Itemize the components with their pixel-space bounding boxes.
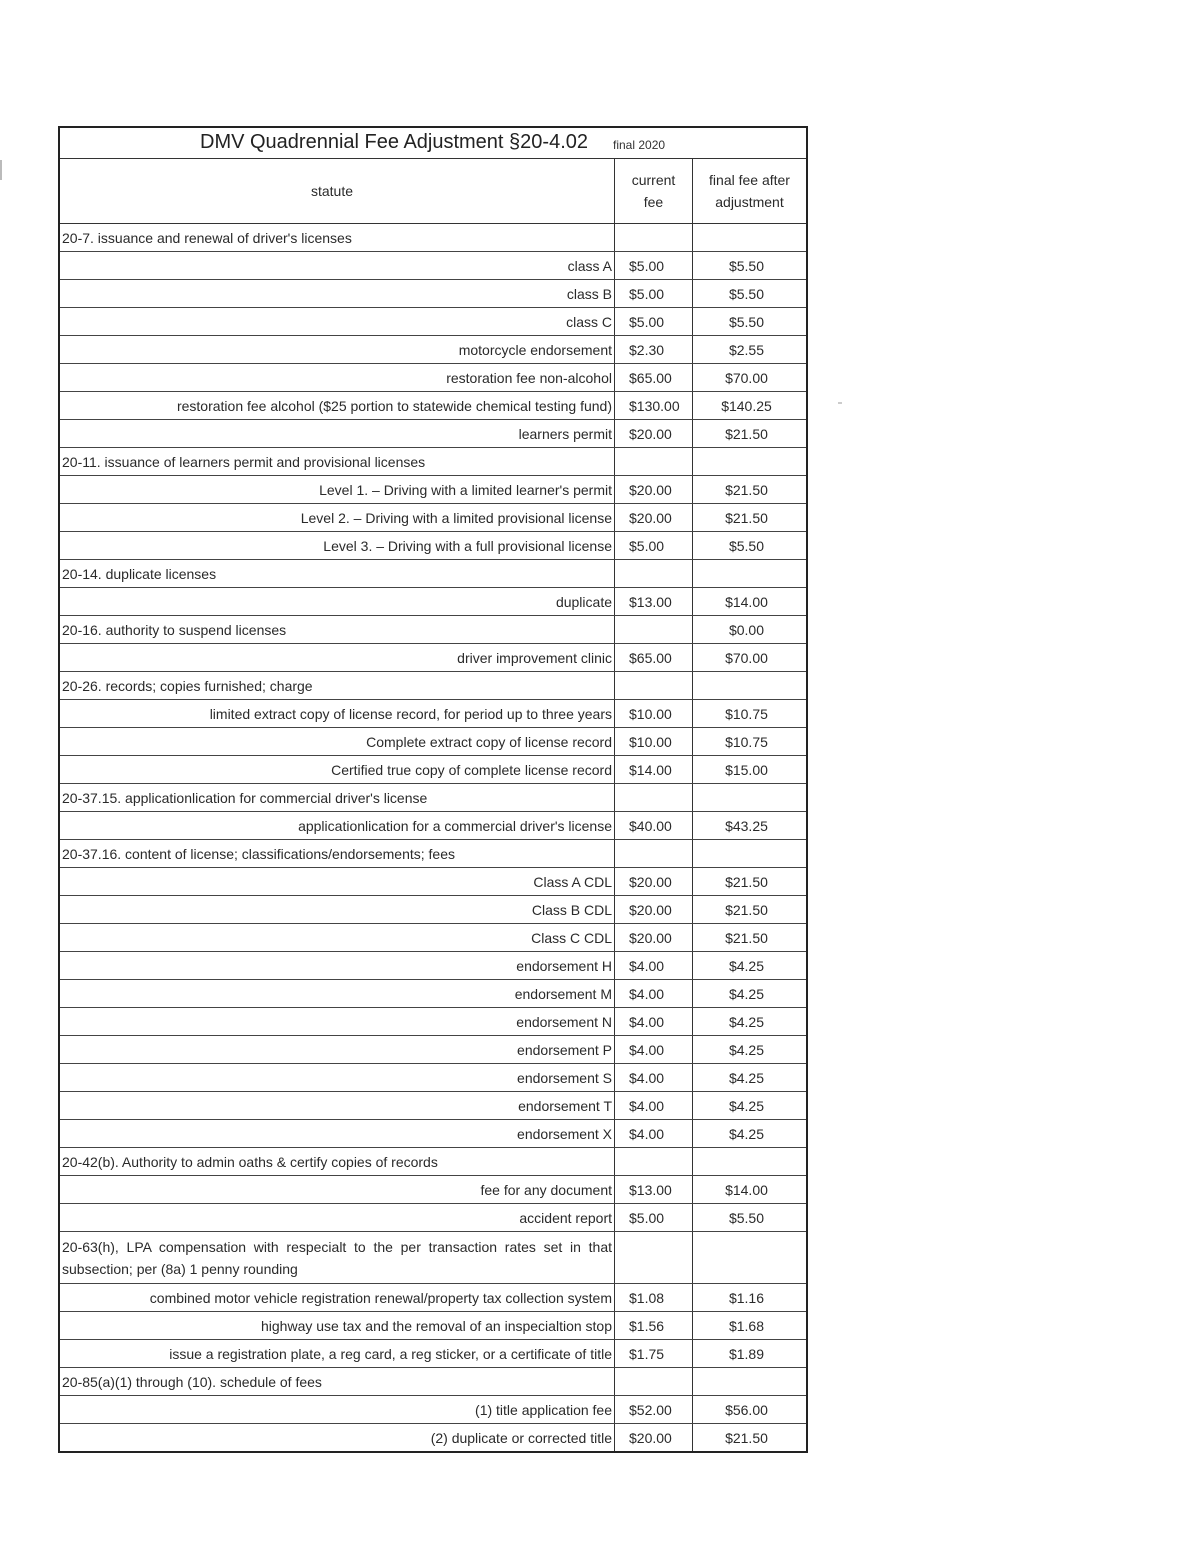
table-row: [60, 980, 806, 1008]
final-fee-cell: [693, 448, 806, 475]
final-fee-cell: $14.00: [725, 593, 768, 610]
table-row: [60, 1064, 806, 1092]
fee-item-label: endorsement P: [60, 1036, 615, 1063]
current-fee-cell: $5.00: [615, 1204, 693, 1231]
table-row: [60, 504, 806, 532]
fee-item-label: restoration fee alcohol ($25 portion to statewide chemical testing fund): [60, 392, 615, 419]
statute-section-label: 20-16. authority to suspend licenses: [60, 616, 615, 643]
final-fee-cell: $4.25: [728, 957, 765, 974]
final-fee-cell: $4.25: [728, 1069, 765, 1086]
final-fee-cell: $5.50: [728, 257, 765, 274]
section-row: [60, 560, 806, 588]
header-current-fee: [615, 159, 693, 223]
final-fee-cell: [693, 840, 806, 867]
table-title-row: [60, 128, 806, 159]
table-row: [60, 476, 806, 504]
fee-item-label: endorsement X: [60, 1120, 615, 1147]
current-fee-cell: $20.00: [615, 476, 693, 503]
final-fee-cell: [693, 784, 806, 811]
final-fee-cell: $4.25: [728, 1125, 765, 1142]
table-row: [60, 924, 806, 952]
fee-item-label: fee for any document: [60, 1176, 615, 1203]
current-fee-cell: $4.00: [615, 980, 693, 1007]
final-fee-cell: $1.89: [728, 1345, 765, 1362]
table-row: [60, 1424, 806, 1451]
statute-section-label: 20-63(h), LPA compensation with respecialt to the per transaction rates set in that subsection; per (8a) 1 penny rounding: [60, 1232, 615, 1283]
header-final-fee: [693, 159, 806, 223]
current-fee-cell: $4.00: [615, 1036, 693, 1063]
section-row: [60, 672, 806, 700]
table-row: [60, 896, 806, 924]
table-row: [60, 756, 806, 784]
final-fee-cell: $2.55: [728, 341, 765, 358]
current-fee-cell: $130.00: [615, 392, 693, 419]
section-row: [60, 1232, 806, 1284]
final-fee-cell: $70.00: [725, 369, 768, 386]
table-row: [60, 280, 806, 308]
current-fee-cell: [615, 448, 693, 475]
fee-item-label: class A: [60, 252, 615, 279]
fee-item-label: Certified true copy of complete license record: [60, 756, 615, 783]
fee-item-label: restoration fee non-alcohol: [60, 364, 615, 391]
table-body: [60, 224, 806, 1451]
final-fee-cell: $56.00: [725, 1401, 768, 1418]
current-fee-cell: [615, 616, 693, 643]
current-fee-cell: $40.00: [615, 812, 693, 839]
table-row: [60, 1008, 806, 1036]
current-fee-cell: $10.00: [615, 700, 693, 727]
section-row: [60, 224, 806, 252]
scan-margin-mark: [0, 160, 2, 180]
current-fee-cell: $4.00: [615, 1008, 693, 1035]
final-fee-cell: $21.50: [725, 929, 768, 946]
table-row: [60, 364, 806, 392]
table-row: [60, 952, 806, 980]
table-row: [60, 392, 806, 420]
current-fee-cell: $2.30: [615, 336, 693, 363]
fee-item-label: issue a registration plate, a reg card, a reg sticker, or a certificate of title: [60, 1340, 615, 1367]
header-current-fee-line2: fee: [643, 194, 664, 210]
final-fee-cell: $15.00: [725, 761, 768, 778]
current-fee-cell: $65.00: [615, 364, 693, 391]
fee-item-label: (2) duplicate or corrected title: [60, 1424, 615, 1451]
current-fee-cell: $5.00: [615, 252, 693, 279]
final-fee-cell: $5.50: [728, 537, 765, 554]
final-fee-cell: $4.25: [728, 1097, 765, 1114]
final-fee-cell: $4.25: [728, 1041, 765, 1058]
header-final-fee-line1: final fee after: [709, 172, 790, 188]
final-fee-cell: $140.25: [721, 397, 772, 414]
fee-item-label: Class C CDL: [60, 924, 615, 951]
document-title: DMV Quadrennial Fee Adjustment §20-4.02: [200, 131, 588, 153]
statute-section-label: 20-7. issuance and renewal of driver's licenses: [60, 224, 615, 251]
table-header-row: [60, 159, 806, 224]
final-fee-cell: [693, 672, 806, 699]
table-row: [60, 1204, 806, 1232]
current-fee-cell: [615, 784, 693, 811]
table-row: [60, 420, 806, 448]
current-fee-cell: $5.00: [615, 280, 693, 307]
final-fee-cell: $21.50: [725, 481, 768, 498]
section-row: [60, 1368, 806, 1396]
table-row: [60, 1340, 806, 1368]
fee-item-label: highway use tax and the removal of an inspecialtion stop: [60, 1312, 615, 1339]
fee-item-label: duplicate: [60, 588, 615, 615]
final-fee-cell: $21.50: [725, 425, 768, 442]
fee-item-label: class B: [60, 280, 615, 307]
fee-item-label: driver improvement clinic: [60, 644, 615, 671]
current-fee-cell: $1.08: [615, 1284, 693, 1311]
table-row: [60, 644, 806, 672]
fee-item-label: Complete extract copy of license record: [60, 728, 615, 755]
table-row: [60, 700, 806, 728]
final-fee-cell: [693, 1148, 806, 1175]
current-fee-cell: $4.00: [615, 1092, 693, 1119]
current-fee-cell: [615, 224, 693, 251]
final-fee-cell: $70.00: [725, 649, 768, 666]
section-row: [60, 1148, 806, 1176]
fee-item-label: endorsement H: [60, 952, 615, 979]
current-fee-cell: [615, 560, 693, 587]
table-row: [60, 1176, 806, 1204]
header-current-fee-line1: current: [631, 172, 676, 188]
current-fee-cell: $4.00: [615, 952, 693, 979]
fee-item-label: class C: [60, 308, 615, 335]
statute-section-label: 20-11. issuance of learners permit and provisional licenses: [60, 448, 615, 475]
current-fee-cell: $13.00: [615, 1176, 693, 1203]
fee-item-label: combined motor vehicle registration renewal/property tax collection system: [60, 1284, 615, 1311]
table-row: [60, 1396, 806, 1424]
final-fee-cell: $1.68: [728, 1317, 765, 1334]
fee-item-label: Level 3. – Driving with a full provisional license: [60, 532, 615, 559]
fee-table: [58, 126, 808, 1453]
header-statute-label: statute: [310, 183, 354, 199]
header-final-fee-line2: adjustment: [715, 194, 784, 210]
current-fee-cell: $20.00: [615, 924, 693, 951]
final-fee-cell: $4.25: [728, 985, 765, 1002]
table-row: [60, 1120, 806, 1148]
scan-artifact: [838, 402, 842, 404]
current-fee-cell: $4.00: [615, 1120, 693, 1147]
final-fee-cell: [693, 560, 806, 587]
current-fee-cell: $65.00: [615, 644, 693, 671]
table-row: [60, 1036, 806, 1064]
current-fee-cell: $5.00: [615, 532, 693, 559]
table-row: [60, 868, 806, 896]
current-fee-cell: $14.00: [615, 756, 693, 783]
current-fee-cell: $20.00: [615, 896, 693, 923]
table-row: [60, 728, 806, 756]
final-fee-cell: $21.50: [725, 873, 768, 890]
final-fee-cell: $0.00: [728, 621, 765, 638]
final-fee-cell: $10.75: [725, 705, 768, 722]
current-fee-cell: $1.75: [615, 1340, 693, 1367]
current-fee-cell: [615, 1232, 693, 1283]
final-fee-cell: $21.50: [725, 509, 768, 526]
final-fee-cell: [693, 1232, 806, 1283]
table-row: [60, 1092, 806, 1120]
table-row: [60, 252, 806, 280]
current-fee-cell: $20.00: [615, 504, 693, 531]
final-fee-cell: $10.75: [725, 733, 768, 750]
final-fee-cell: $14.00: [725, 1181, 768, 1198]
fee-item-label: Class B CDL: [60, 896, 615, 923]
statute-section-label: 20-85(a)(1) through (10). schedule of fees: [60, 1368, 615, 1395]
current-fee-cell: $13.00: [615, 588, 693, 615]
section-row: [60, 448, 806, 476]
table-row: [60, 1312, 806, 1340]
table-row: [60, 588, 806, 616]
fee-item-label: endorsement M: [60, 980, 615, 1007]
current-fee-cell: $1.56: [615, 1312, 693, 1339]
fee-item-label: motorcycle endorsement: [60, 336, 615, 363]
fee-item-label: limited extract copy of license record, for period up to three years: [60, 700, 615, 727]
final-fee-cell: $1.16: [728, 1289, 765, 1306]
current-fee-cell: [615, 672, 693, 699]
statute-section-label: 20-26. records; copies furnished; charge: [60, 672, 615, 699]
current-fee-cell: [615, 840, 693, 867]
current-fee-cell: $20.00: [615, 1424, 693, 1451]
current-fee-cell: $52.00: [615, 1396, 693, 1423]
fee-item-label: Level 1. – Driving with a limited learner's permit: [60, 476, 615, 503]
final-fee-cell: $43.25: [725, 817, 768, 834]
final-fee-cell: $5.50: [728, 285, 765, 302]
header-statute: [60, 159, 615, 223]
final-fee-cell: [693, 224, 806, 251]
table-row: [60, 308, 806, 336]
current-fee-cell: $20.00: [615, 868, 693, 895]
current-fee-cell: [615, 1368, 693, 1395]
statute-section-label: 20-37.16. content of license; classifications/endorsements; fees: [60, 840, 615, 867]
statute-section-label: 20-37.15. applicationlication for commercial driver's license: [60, 784, 615, 811]
fee-item-label: (1) title application fee: [60, 1396, 615, 1423]
fee-item-label: applicationlication for a commercial driver's license: [60, 812, 615, 839]
fee-item-label: Class A CDL: [60, 868, 615, 895]
fee-item-label: accident report: [60, 1204, 615, 1231]
final-fee-cell: $4.25: [728, 1013, 765, 1030]
table-row: [60, 532, 806, 560]
table-row: [60, 812, 806, 840]
fee-item-label: endorsement S: [60, 1064, 615, 1091]
statute-section-label: 20-14. duplicate licenses: [60, 560, 615, 587]
final-fee-cell: $21.50: [725, 1429, 768, 1446]
fee-item-label: endorsement N: [60, 1008, 615, 1035]
final-fee-cell: $5.50: [728, 313, 765, 330]
section-row: [60, 784, 806, 812]
fee-item-label: learners permit: [60, 420, 615, 447]
fee-item-label: endorsement T: [60, 1092, 615, 1119]
statute-section-label: 20-42(b). Authority to admin oaths & certify copies of records: [60, 1148, 615, 1175]
fee-item-label: Level 2. – Driving with a limited provisional license: [60, 504, 615, 531]
section-row: [60, 616, 806, 644]
final-fee-cell: [693, 1368, 806, 1395]
current-fee-cell: $4.00: [615, 1064, 693, 1091]
table-row: [60, 336, 806, 364]
table-row: [60, 1284, 806, 1312]
title-note: final 2020: [613, 138, 666, 152]
current-fee-cell: [615, 1148, 693, 1175]
final-fee-cell: $21.50: [725, 901, 768, 918]
current-fee-cell: $5.00: [615, 308, 693, 335]
section-row: [60, 840, 806, 868]
current-fee-cell: $10.00: [615, 728, 693, 755]
current-fee-cell: $20.00: [615, 420, 693, 447]
final-fee-cell: $5.50: [728, 1209, 765, 1226]
